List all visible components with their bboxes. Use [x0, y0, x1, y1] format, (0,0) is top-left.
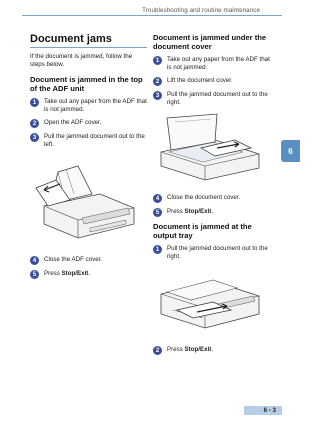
- step-2: [153, 77, 270, 86]
- right-column: [153, 33, 270, 360]
- step-text: Close the document cover.: [167, 194, 241, 201]
- subsection-title-adf-top: Document is jammed in the top of the ADF unit: [30, 75, 143, 93]
- step-2: [153, 346, 270, 355]
- section-rule: [30, 47, 147, 48]
- page-number: 6 - 3: [263, 407, 276, 414]
- step-text-suffix: .: [88, 270, 91, 277]
- step-5: [30, 270, 147, 279]
- document-cover-jam-illustration: [153, 112, 270, 187]
- step-text-prefix: Press: [167, 208, 185, 215]
- step-text: Take out any paper from the ADF that is not jammed.: [44, 98, 147, 113]
- step-number: 2: [153, 77, 162, 86]
- step-text: [44, 270, 90, 278]
- step-number: 1: [153, 56, 162, 65]
- step-number: 2: [30, 119, 39, 128]
- step-number: 4: [153, 194, 162, 203]
- section-title: Document jams: [30, 33, 112, 45]
- step-number: 2: [153, 346, 162, 355]
- header-rule: [22, 15, 282, 16]
- intro-paragraph: If the document is jammed, follow the steps below.: [30, 53, 133, 68]
- step-text: [167, 208, 213, 216]
- running-header: Troubleshooting and routine maintenance: [142, 7, 260, 14]
- step-3: [153, 91, 270, 107]
- step-number: 3: [153, 91, 162, 100]
- step-4: [153, 194, 270, 203]
- step-4: [30, 256, 147, 265]
- step-number: 4: [30, 256, 39, 265]
- step-number: 1: [30, 98, 39, 107]
- step-1: [30, 98, 147, 114]
- step-text: Open the ADF cover.: [44, 119, 102, 126]
- stop-exit-key: Stop/Exit: [184, 346, 212, 353]
- step-3: [30, 133, 147, 149]
- step-text: Take out any paper from the ADF that is not jammed.: [167, 56, 270, 71]
- step-number: 5: [30, 270, 39, 279]
- left-column: [30, 33, 147, 284]
- step-text-prefix: Press: [167, 346, 185, 353]
- step-1: [153, 56, 270, 72]
- step-text: Close the ADF cover.: [44, 256, 103, 263]
- step-text: Lift the document cover.: [167, 77, 233, 84]
- step-5: [153, 208, 270, 217]
- step-number: 3: [30, 133, 39, 142]
- step-text-suffix: .: [211, 208, 214, 215]
- step-text: [167, 346, 213, 354]
- adf-jam-illustration: [30, 154, 147, 249]
- step-text: Pull the jammed document out to the right.: [167, 245, 268, 260]
- output-tray-jam-illustration: [153, 266, 270, 339]
- step-number: 1: [153, 245, 162, 254]
- subsection-title-document-cover: Document is jammed under the document cover: [153, 33, 267, 51]
- step-number: 5: [153, 208, 162, 217]
- step-text: Pull the jammed document out to the left.: [44, 133, 145, 148]
- stop-exit-key: Stop/Exit: [184, 208, 212, 215]
- chapter-tab: 6: [281, 140, 300, 162]
- subsection-title-output-tray: Document is jammed at the output tray: [153, 222, 252, 240]
- step-text: Pull the jammed document out to the right.: [167, 91, 268, 106]
- step-text-prefix: Press: [44, 270, 62, 277]
- step-2: [30, 119, 147, 128]
- stop-exit-key: Stop/Exit: [61, 270, 89, 277]
- step-1: [153, 245, 270, 261]
- step-text-suffix: .: [211, 346, 214, 353]
